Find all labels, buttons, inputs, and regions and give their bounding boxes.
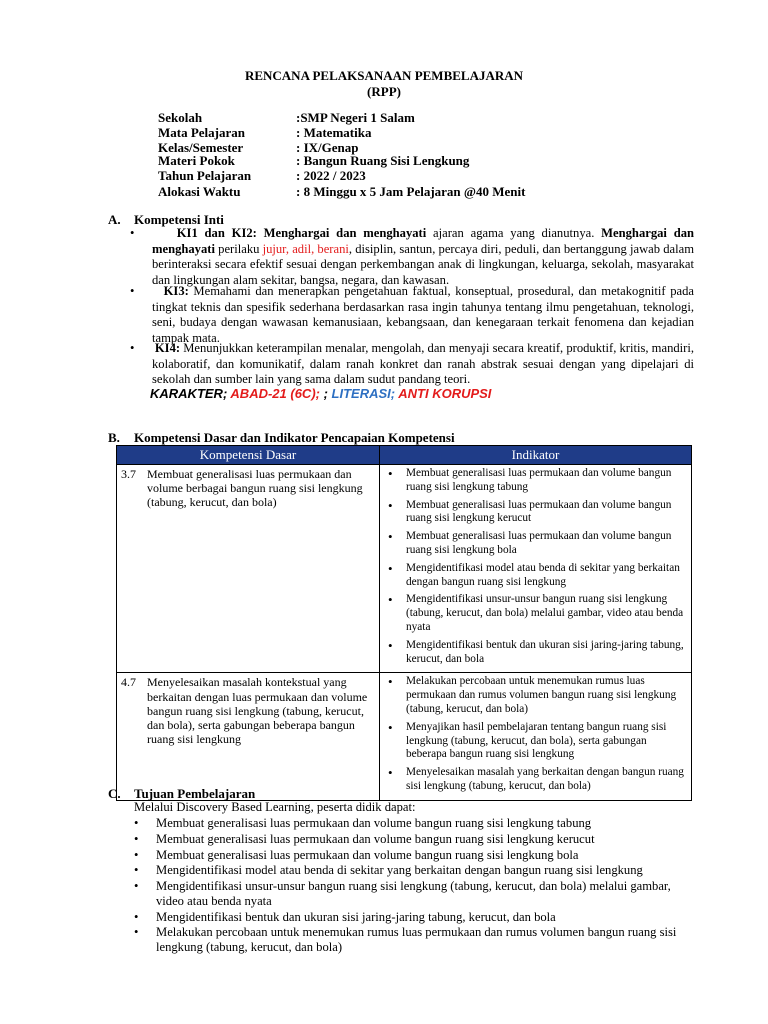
- section-b-heading: Kompetensi Dasar dan Indikator Pencapaian Kompetensi: [134, 430, 455, 445]
- ki12-bold-mid: Menghargai dan menghayati: [152, 226, 695, 256]
- bullet-icon: •: [130, 341, 135, 355]
- ki4-text: Menunjukkan keterampilan menalar, mengolah, dan menyaji secara kreatif, produktif, kritis, mandiri, kolaboratif, dan komunikatif, dalam ranah konkret dan ranah abstrak sesuai dengan yang dipelajari di sekolah dan sumber lain yang sama dalam sudut pandang teori.: [152, 341, 694, 387]
- section-a-letter: A.: [108, 212, 121, 227]
- identity-row: [158, 110, 415, 126]
- kd-cell: [117, 465, 380, 673]
- ki12-bold-start: KI1 dan KI2: Menghargai dan menghayati: [176, 226, 427, 240]
- kompetensi-table: [116, 445, 692, 801]
- ki3-label: KI3:: [163, 284, 189, 298]
- identity-label: Alokasi Waktu: [158, 184, 241, 199]
- kd-number: 3.7: [121, 467, 136, 481]
- list-item: • Membuat generalisasi luas permukaan dan volume bangun ruang sisi lengkung bola: [134, 848, 694, 863]
- ki12-text: ajaran agama yang dianutnya.: [426, 226, 602, 240]
- ki12-text: , disiplin, santun, percaya diri, peduli, dan bertanggung jawab dalam berinteraksi secara efektif sesuai dengan perkembangan anak di lingkungan, keluarga, sekolah, masyarakat dan lingkungan alam sekitar, bangsa, negara, dan kawasan.: [152, 241, 694, 287]
- identity-row: [158, 125, 371, 141]
- table-row: [117, 465, 692, 673]
- column-header-kd: Kompetensi Dasar: [117, 446, 380, 465]
- identity-value: : 2022 / 2023: [296, 168, 366, 183]
- document-subtitle: (RPP): [367, 84, 401, 99]
- identity-row: [158, 184, 525, 200]
- ki4-label: KI4:: [154, 341, 181, 355]
- identity-row: [158, 168, 366, 184]
- identity-value: : IX/Genap: [296, 140, 359, 155]
- indicator-item: • Menyajikan hasil pembelajaran tentang bangun ruang sisi lengkung (tabung, kerucut, dan bola), serta gabungan beberapa bangun ruang sisi lengkung: [384, 721, 687, 762]
- indicator-item: • Menyelesaikan masalah yang berkaitan dengan bangun ruang sisi lengkung (tabung, kerucut, dan bola): [384, 766, 687, 794]
- karakter-separator: ;: [319, 386, 332, 401]
- list-item: • Mengidentifikasi unsur-unsur bangun ruang sisi lengkung (tabung, kerucut, dan bola) melalui gambar, video atau benda nyata: [134, 879, 694, 908]
- identity-label: Mata Pelajaran: [158, 125, 246, 140]
- identity-label: Materi Pokok: [158, 153, 235, 168]
- bullet-icon: •: [130, 226, 135, 240]
- identity-label: Tahun Pelajaran: [158, 168, 252, 183]
- column-header-indikator: Indikator: [380, 446, 692, 465]
- identity-value: : 8 Minggu x 5 Jam Pelajaran @40 Menit: [296, 184, 526, 199]
- ki3-paragraph: [130, 284, 694, 346]
- identity-value: :SMP Negeri 1 Salam: [296, 110, 415, 125]
- list-item: • Mengidentifikasi bentuk dan ukuran sisi jaring-jaring tabung, kerucut, dan bola: [134, 910, 694, 925]
- identity-label: Kelas/Semester: [158, 140, 244, 155]
- indicator-item: • Melakukan percobaan untuk menemukan rumus luas permukaan dan rumus volumen bangun ruang sisi lengkung (tabung, kerucut, dan bola): [384, 675, 687, 716]
- table-header-row: [117, 446, 692, 465]
- ki4-paragraph: [130, 341, 694, 388]
- list-item: • Melakukan percobaan untuk menemukan rumus luas permukaan dan rumus volumen bangun ruang sisi lengkung (tabung, kerucut, dan bola): [134, 925, 694, 954]
- list-item: • Mengidentifikasi model atau benda di sekitar yang berkaitan dengan bangun ruang sisi lengkung: [134, 863, 694, 878]
- ki3-text: Memahami dan menerapkan pengetahuan faktual, konseptual, prosedural, dan metakognitif pada tingkat teknis dan spesifik sederhana berdasarkan rasa ingin tahunya tentang ilmu pengetahuan, teknologi, seni, budaya dengan wawasan kemanusiaan, kebangsaan, dan kenegaraan terkait fenomena dan kejadian tampak mata.: [152, 284, 694, 345]
- kd-text: Membuat generalisasi luas permukaan dan volume berbagai bangun ruang sisi lengkung (tabung, kerucut, dan bola): [147, 467, 363, 510]
- karakter-abad21: ABAD-21 (6C);: [230, 386, 320, 401]
- table-row: [117, 673, 692, 800]
- section-c-letter: C.: [108, 786, 121, 801]
- identity-label: Sekolah: [158, 110, 203, 125]
- identity-row: [158, 153, 469, 169]
- indicator-item: • Membuat generalisasi luas permukaan dan volume bangun ruang sisi lengkung bola: [384, 530, 687, 558]
- karakter-line: [150, 386, 491, 401]
- indicator-cell: [380, 465, 692, 673]
- section-b-letter: B.: [108, 430, 120, 445]
- section-c-heading: Tujuan Pembelajaran: [134, 786, 256, 801]
- identity-value: : Matematika: [296, 125, 372, 140]
- ki12-text: perilaku: [214, 241, 263, 256]
- indicator-item: • Mengidentifikasi model atau benda di sekitar yang berkaitan dengan bangun ruang sisi lengkung: [384, 562, 687, 590]
- tujuan-list: [134, 816, 694, 956]
- indicator-item: • Mengidentifikasi bentuk dan ukuran sisi jaring-jaring tabung, kerucut, dan bola: [384, 639, 687, 667]
- list-item: • Membuat generalisasi luas permukaan dan volume bangun ruang sisi lengkung tabung: [134, 816, 694, 831]
- tujuan-intro: Melalui Discovery Based Learning, peserta didik dapat:: [134, 800, 416, 814]
- kd-number: 4.7: [121, 675, 136, 690]
- section-a-heading: Kompetensi Inti: [134, 212, 224, 227]
- list-item: • Membuat generalisasi luas permukaan dan volume bangun ruang sisi lengkung kerucut: [134, 832, 694, 847]
- indicator-item: • Mengidentifikasi unsur-unsur bangun ruang sisi lengkung (tabung, kerucut, dan bola) melalui gambar, video atau benda nyata: [384, 593, 687, 634]
- indicator-item: • Membuat generalisasi luas permukaan dan volume bangun ruang sisi lengkung tabung: [384, 467, 687, 495]
- bullet-icon: •: [130, 284, 135, 298]
- karakter-anti-korupsi: ANTI KORUPSI: [398, 386, 492, 401]
- kd-text: Menyelesaikan masalah kontekstual yang berkaitan dengan luas permukaan dan volume bangun ruang sisi lengkung (tabung, kerucut, dan bola), serta gabungan beberapa bangun ruang sisi lengkung: [147, 675, 368, 747]
- kd-cell: [117, 673, 380, 800]
- ki12-red-words: jujur, adil, berani: [262, 241, 349, 256]
- indicator-cell: [380, 673, 692, 800]
- karakter-literasi: LITERASI;: [331, 386, 396, 401]
- document-title: RENCANA PELAKSANAAN PEMBELAJARAN: [244, 68, 524, 83]
- karakter-label: KARAKTER;: [150, 386, 228, 401]
- identity-value: : Bangun Ruang Sisi Lengkung: [296, 153, 470, 168]
- ki12-paragraph: [130, 226, 695, 288]
- indicator-item: • Membuat generalisasi luas permukaan dan volume bangun ruang sisi lengkung kerucut: [384, 499, 687, 527]
